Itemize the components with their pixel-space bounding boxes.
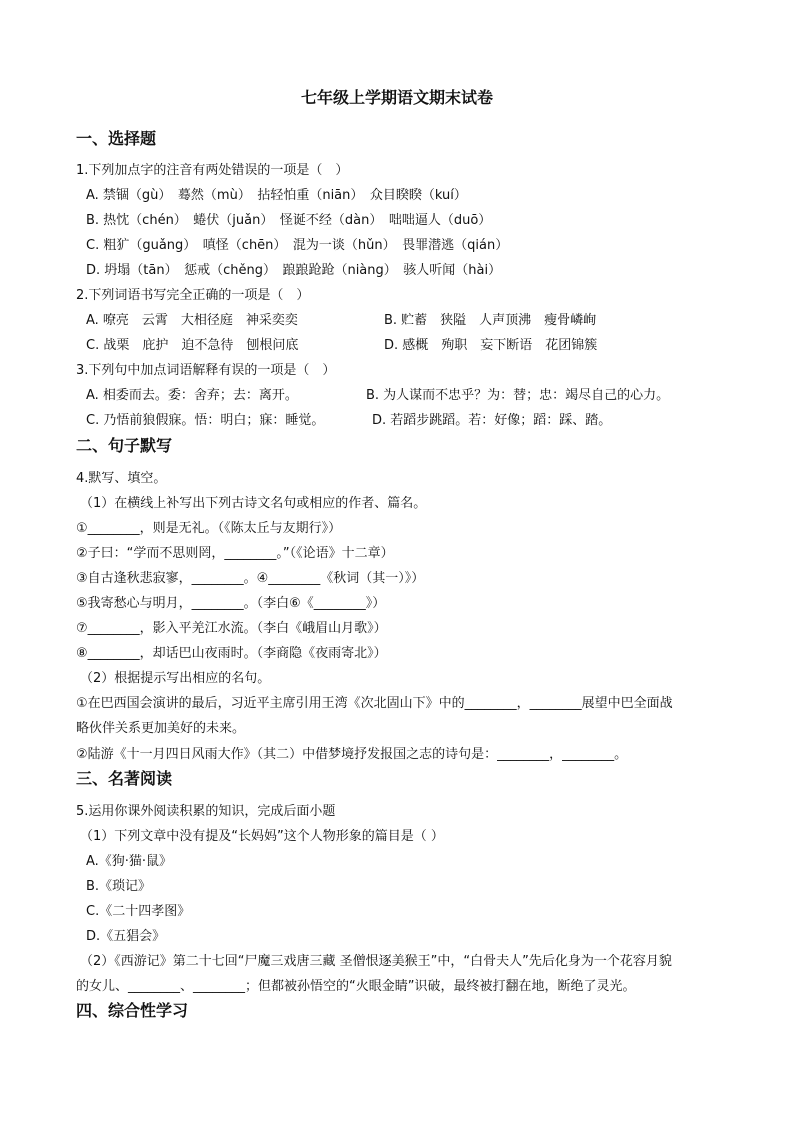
question-5-option-c: C.《二十四孝图》 [86, 904, 191, 919]
question-2-option-d: D. 感概 殉职 妄下断语 花团锦簇 [384, 338, 598, 353]
question-3-stem: 3.下列句中加点词语解释有误的一项是（ ） [76, 363, 336, 378]
dictation-line-2: ②子曰：“学而不思则罔，________。”（《论语》十二章） [76, 546, 394, 561]
question-5-option-b: B.《琐记》 [86, 879, 152, 894]
question-1-option-d: D. 坍塌（tān） 惩戒（chěng） 踉踉跄跄（niàng） 骇人听闻（hài） [86, 263, 502, 278]
question-1-stem: 1.下列加点字的注音有两处错误的一项是（ ） [76, 163, 349, 178]
dictation-line-3: ③自古逢秋悲寂寥，________。④________《秋词（其一）》） [76, 571, 425, 586]
dictation-line-6: ⑧________，却话巴山夜雨时。（李商隐《夜雨寄北》） [76, 646, 387, 661]
section-heading-dictation: 二、句子默写 [76, 436, 173, 455]
question-5-option-a: A.《狗·猫·鼠》 [86, 854, 173, 869]
dictation-line-1: ①________，则是无礼。（《陈太丘与友期行》） [76, 521, 342, 536]
question-5-part-2-cont: 的女儿、________、________；但都被孙悟空的“火眼金睛”识破，最终被打翻在地，断绝了灵光。 [76, 979, 636, 994]
question-3-option-d: D. 若蹈步跳蹈。若：好像；蹈：踩、踏。 [372, 413, 612, 428]
dictation-line-5: ⑦________，影入平羌江水流。（李白《峨眉山月歌》） [76, 621, 387, 636]
question-5-part-2: （2）《西游记》第二十七回“尸魔三戏唐三藏 圣僧恨逐美猴王”中，“白骨夫人”先后化身为一个花容月貌 [80, 954, 672, 969]
section-heading-choice: 一、选择题 [76, 129, 157, 148]
question-1-option-b: B. 热忱（chén） 蜷伏（juǎn） 怪诞不经（dàn） 咄咄逼人（duō） [86, 213, 492, 228]
question-1-option-a: A. 禁锢（gù） 蓦然（mù） 拈轻怕重（niān） 众目睽睽（kuí） [86, 188, 467, 203]
question-4-part-2-a: ①在巴西国会演讲的最后，习近平主席引用王湾《次北固山下》中的________，________展望中巴全面战 [76, 696, 673, 711]
question-5-option-d: D.《五猖会》 [86, 929, 166, 944]
question-5-stem: 5.运用你课外阅读积累的知识，完成后面小题 [76, 804, 336, 819]
dictation-line-4: ⑤我寄愁心与明月，________。（李白⑥《________》） [76, 596, 386, 611]
section-heading-comprehensive: 四、综合性学习 [76, 1001, 189, 1020]
question-5-part-1: （1）下列文章中没有提及“长妈妈”这个人物形象的篇目是（ ） [80, 829, 444, 844]
question-3-option-b: B. 为人谋而不忠乎？为：替；忠：竭尽自己的心力。 [366, 388, 670, 403]
question-4-part-2-a-cont: 略伙伴关系更加美好的未来。 [76, 721, 246, 736]
question-3-option-a: A. 相委而去。委：舍弃；去：离开。 [86, 388, 298, 403]
question-2-option-c: C. 战栗 庇护 迫不急待 刨根问底 [86, 338, 299, 353]
section-heading-classics: 三、名著阅读 [76, 769, 173, 788]
question-2-option-a: A. 嘹亮 云霄 大相径庭 神采奕奕 [86, 313, 298, 328]
question-4-stem: 4.默写、填空。 [76, 471, 167, 486]
question-3-option-c: C. 乃悟前狼假寐。悟：明白；寐：睡觉。 [86, 413, 325, 428]
question-4-part-1: （1）在横线上补写出下列古诗文名句或相应的作者、篇名。 [80, 496, 427, 511]
question-1-option-c: C. 粗犷（guǎng） 嗔怪（chēn） 混为一谈（hǔn） 畏罪潜逃（qián） [86, 238, 509, 253]
question-4-part-2-b: ②陆游《十一月四日风雨大作》（其二）中借梦境抒发报国之志的诗句是：________，________。 [76, 747, 628, 762]
page-title: 七年级上学期语文期末试卷 [300, 88, 493, 107]
question-2-option-b: B. 贮蓄 狭隘 人声顶沸 瘦骨嶙峋 [384, 313, 597, 328]
question-4-part-2: （2）根据提示写出相应的名句。 [80, 671, 271, 686]
question-2-stem: 2.下列词语书写完全正确的一项是（ ） [76, 288, 310, 303]
